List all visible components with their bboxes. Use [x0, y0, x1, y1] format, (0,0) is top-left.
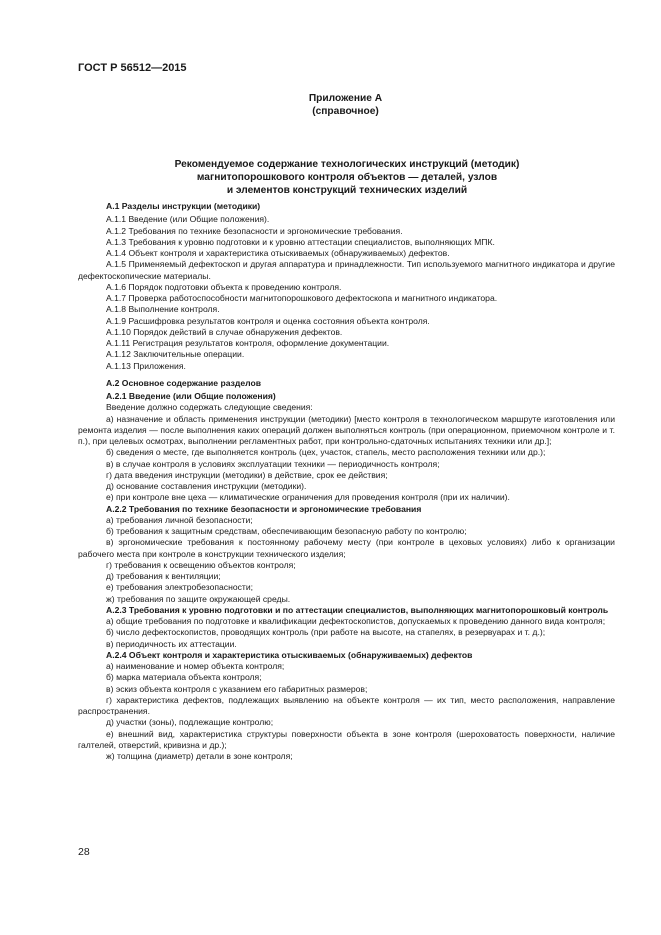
subsection-heading: А.2.2 Требования по технике безопасности и эргономические требования: [106, 503, 422, 514]
list-item: а) требования личной безопасности;: [106, 514, 253, 525]
list-item: ж) толщина (диаметр) детали в зоне контроля;: [106, 751, 293, 761]
list-item: А.1.4 Объект контроля и характеристика отыскиваемых (обнаруживаемых) дефектов.: [106, 248, 450, 258]
list-item: а) назначение и область применения инструкции (методики) [место контроля в технологическом маршруте изготовления или ремонта изделия — после выполнения каких операций должен выполняться контроль (при операционном, приемочном контроле и т. п.), при целевых осмотрах, выполнении регламентных работ, при контрольно-сдаточных испытаниях техники или др.];: [78, 413, 615, 446]
document-body: [78, 201, 615, 762]
list-item: б) требования к защитным средствам, обеспечивающим безопасную работу по контролю;: [106, 526, 467, 536]
title-line-3: и элементов конструкций технических изделий: [226, 185, 468, 196]
list-item: б) число дефектоскопистов, проводящих контроль (при работе на высоте, на стапелях, в резервуарах и т. д.);: [106, 627, 546, 638]
list-item: д) участки (зоны), подлежащие контролю;: [106, 717, 274, 728]
list-item: е) внешний вид, характеристика структуры поверхности объекта в зоне контроля (шероховатость поверхности, наличие галтелей, отверстий, кривизна и др.);: [78, 728, 615, 750]
appendix-title: [78, 158, 616, 197]
list-item: б) марка материала объекта контроля;: [106, 672, 262, 683]
list-item: А.1.1 Введение (или Общие положения).: [106, 214, 270, 225]
list-item: А.1.13 Приложения.: [106, 360, 186, 371]
title-line-2: магнитопорошкового контроля объектов — деталей, узлов: [196, 172, 498, 183]
list-item: в) периодичность их аттестации.: [106, 638, 237, 649]
list-item: А.1.6 Порядок подготовки объекта к проведению контроля.: [106, 281, 342, 292]
subsection-heading: А.2.3 Требования к уровню подготовки и по аттестации специалистов, выполняющих магнитопорошковый контроль: [106, 604, 609, 615]
list-item: А.1.3 Требования к уровню подготовки и к уровню аттестации специалистов, выполняющих МПК.: [106, 236, 495, 247]
list-item: а) наименование и номер объекта контроля;: [106, 661, 285, 671]
page-number: 28: [78, 846, 90, 858]
list-item: в) эргономические требования к постоянному рабочему месту (при контроле в цеховых условиях) либо к организации рабочего места при контроле в конструкции технического изделия;: [78, 537, 615, 559]
section-heading: А.2 Основное содержание разделов: [106, 377, 261, 388]
list-item: а) общие требования по подготовке и квалификации дефектоскопистов, допускаемых к проведению данного вида контроля;: [106, 616, 606, 626]
section-heading: А.1 Разделы инструкции (методики): [106, 201, 261, 211]
list-item: г) дата введения инструкции (методики) в действие, срок ее действия;: [106, 469, 388, 480]
list-item: в) в случае контроля в условиях эксплуатации техники — периодичность контроля;: [106, 458, 440, 469]
list-item: г) характеристика дефектов, подлежащих выявлению на объекте контроля — их тип, место расположения, направление распространения.: [78, 694, 615, 716]
subsection-heading: А.2.1 Введение (или Общие положения): [106, 391, 276, 401]
appendix-heading: [0, 92, 661, 118]
list-item: А.1.7 Проверка работоспособности магнитопорошкового дефектоскопа и магнитного индикатора.: [106, 293, 498, 303]
list-item: е) при контроле вне цеха — климатические ограничения для проведения контроля (при их наличии).: [106, 492, 510, 503]
subsection-heading: А.2.4 Объект контроля и характеристика отыскиваемых (обнаруживаемых) дефектов: [106, 649, 473, 660]
list-item: А.1.10 Порядок действий в случае обнаружения дефектов.: [106, 326, 343, 337]
title-line-1: Рекомендуемое содержание технологических инструкций (методик): [174, 159, 520, 170]
list-item: А.1.8 Выполнение контроля.: [106, 304, 220, 315]
list-item: А.1.9 Расшифровка результатов контроля и оценка состояния объекта контроля.: [106, 315, 430, 326]
list-item: д) основание составления инструкции (методики).: [106, 481, 307, 491]
appendix-label: Приложение А: [308, 93, 383, 104]
list-item: д) требования к вентиляции;: [106, 571, 221, 581]
list-item: А.1.12 Заключительные операции.: [106, 349, 245, 360]
paragraph: Введение должно содержать следующие сведения:: [106, 402, 313, 413]
list-item: б) сведения о месте, где выполняется контроль (цех, участок, стапель, место расположения техники или др.);: [106, 447, 546, 458]
list-item: А.1.5 Применяемый дефектоскоп и другая аппаратура и принадлежности. Тип используемого магнитного индикатора и другие дефектоскопические материалы.: [78, 259, 615, 281]
list-item: А.1.11 Регистрация результатов контроля, оформление документации.: [106, 338, 390, 348]
standard-number: ГОСТ Р 56512—2015: [78, 62, 187, 74]
list-item: е) требования электробезопасности;: [106, 582, 254, 593]
list-item: ж) требования по защите окружающей среды.: [106, 593, 291, 604]
appendix-type: (справочное): [312, 106, 379, 117]
list-item: А.1.2 Требования по технике безопасности и эргономические требования.: [106, 225, 403, 236]
list-item: г) требования к освещению объектов контроля;: [106, 559, 296, 570]
list-item: в) эскиз объекта контроля с указанием его габаритных размеров;: [106, 683, 368, 694]
